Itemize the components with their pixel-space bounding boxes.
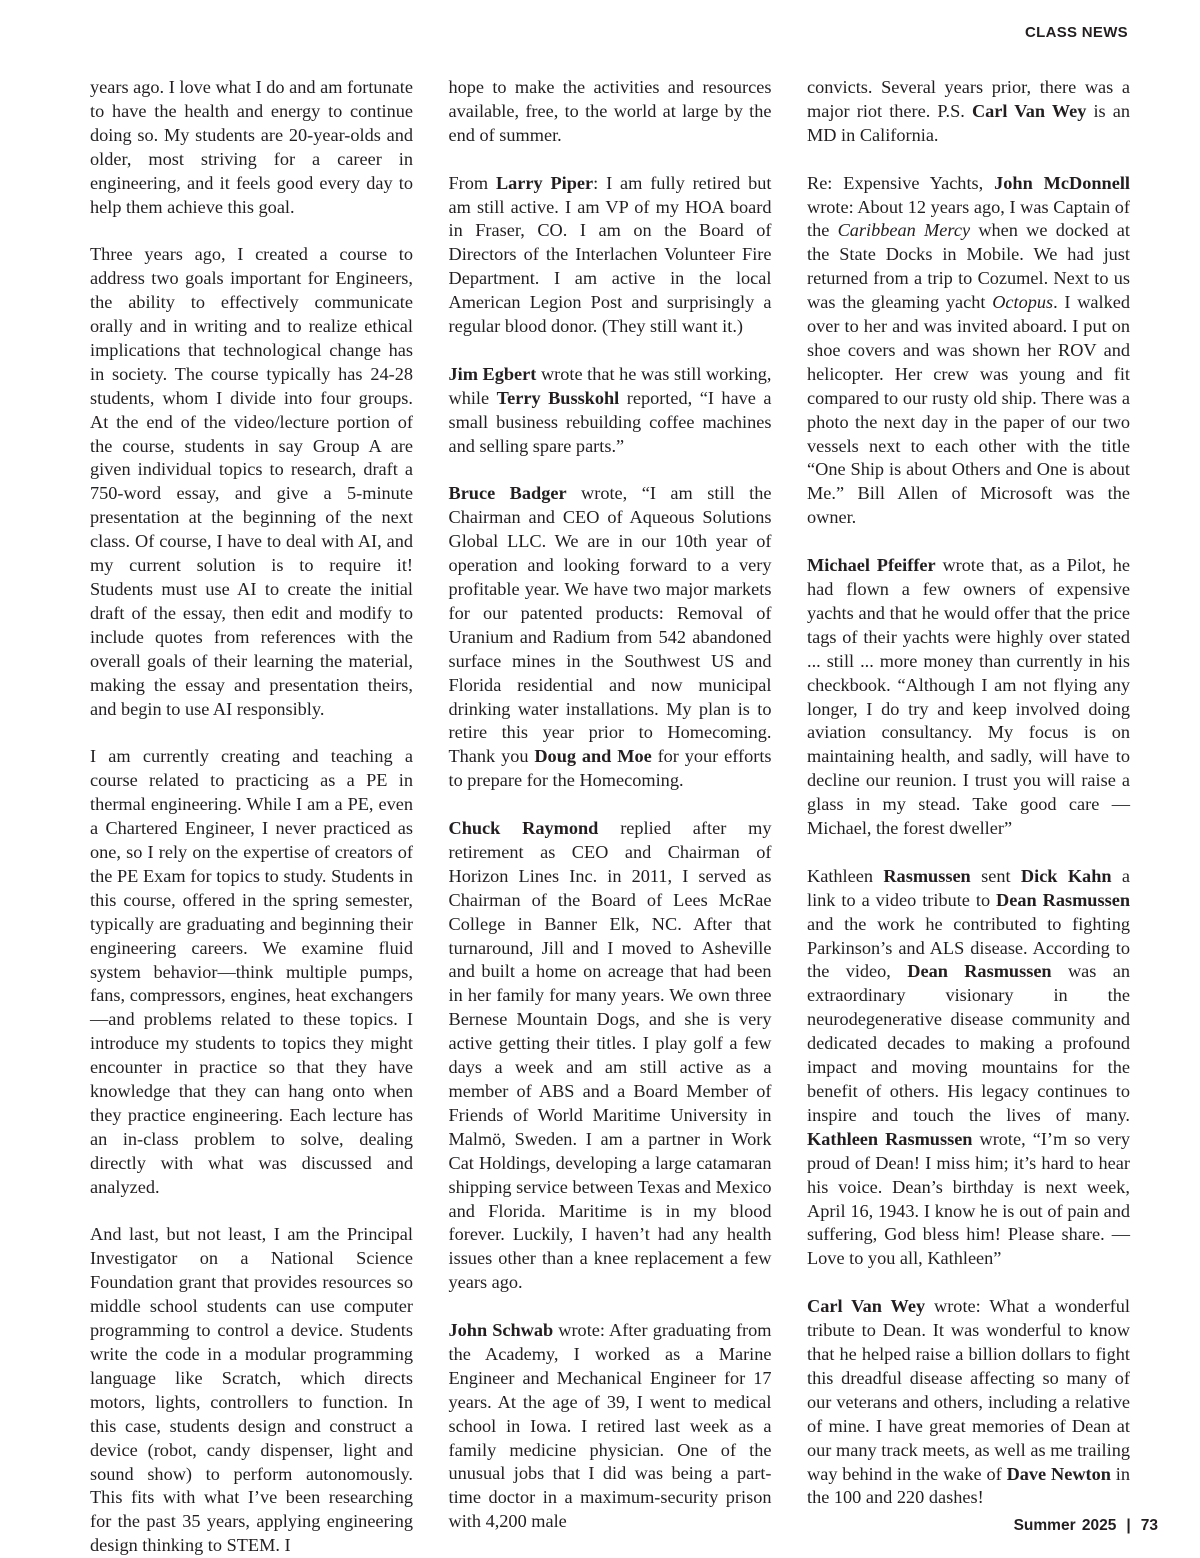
text-run: wrote: About 12 years ago, I was Captain of the	[807, 196, 1130, 241]
paragraph: hope to make the activities and resources available, free, to the world at large by the end of summer.	[448, 77, 772, 145]
person-name: Michael Pfeiffer	[807, 555, 936, 576]
column-3	[807, 76, 1130, 1558]
ship-name: Octopus	[992, 292, 1054, 313]
text-run: Kathleen	[807, 865, 884, 886]
article-columns	[90, 76, 1130, 1558]
paragraph	[807, 1295, 1130, 1510]
person-name: Bruce Badger	[448, 483, 567, 504]
paragraph	[807, 172, 1130, 531]
person-name: Dick Kahn	[1020, 865, 1112, 886]
paragraph: years ago. I love what I do and am fortunate to have the health and energy to continue doing so. My students are 20-year-olds and older, most striving for a career in engineering, and it feels good every day to help them achieve this goal.	[90, 77, 413, 217]
paragraph	[449, 172, 772, 339]
text-run: Re: Expensive Yachts,	[807, 172, 995, 193]
person-name: Carl Van Wey	[807, 1296, 926, 1317]
text-run: and the work he contributed to fighting Parkinson’s and ALS disease. According to the video,	[807, 913, 1130, 982]
person-name: Doug and Moe	[534, 746, 652, 767]
text-run: . I walked over to her and was invited aboard. I put on shoe covers and was shown her ROV and helicopter. Her crew was young and fit compared to our rusty old ship. There was a photo the next day in the paper of our two vessels next to each other with the title “One Ship is about Others and One is about Me.” Bill Allen of Microsoft was the owner.	[807, 292, 1130, 528]
text-run: wrote: What a wonderful tribute to Dean. It was wonderful to know that he helped raise a billion dollars to fight this dreadful disease affecting so many of our veterans and others, including a relative of mine. I have great memories of Dean at our many track meets, as well as me trailing way behind in the wake of	[807, 1296, 1131, 1484]
text-run: when we docked at the State Docks in Mobile. We had just returned from a trip to Cozumel. Next to us was the gleaming yacht	[807, 220, 1130, 313]
text-run: replied after my retirement as CEO and Chairman of Horizon Lines Inc. in 2011, I served as Chairman of the Board of Lees McRae College in Banner Elk, NC. After that turnaround, Jill and I moved to Asheville and built a home on acreage that had been in her family for many years. We own three Bernese Mountain Dogs, and she is very active getting their titles. I play golf a few days a week and am still active as a member of ABS and a Board Member of Friends of World Maritime University in Malmö, Sweden. I am a partner in Work Cat Holdings, developing a large catamaran shipping service between Texas and Mexico and Florida. Maritime is in my blood forever. Luckily, I haven’t had any health issues other than a knee replacement a few years ago.	[448, 818, 772, 1293]
paragraph	[449, 1319, 772, 1534]
text-run: in the 100 and 220 dashes!	[807, 1463, 1130, 1508]
text-run: wrote, “I’m so very proud of Dean! I miss him; it’s hard to hear his voice. Dean’s birthday is next week, April 16, 1943. I know he is out of pain and suffering, God bless him! Please share. —Love to you all, Kathleen”	[807, 1128, 1130, 1269]
person-name: Kathleen Rasmussen	[807, 1128, 973, 1149]
text-run: was an extraordinary visionary in the neurodegenerative disease community and dedicated decades to making a profound impact and moving mountains for the benefit of others. His legacy continues to inspire and touch the lives of many.	[807, 961, 1131, 1125]
person-name: Larry Piper	[495, 172, 594, 193]
person-name: Dean Rasmussen	[996, 889, 1130, 910]
person-name: John McDonnell	[994, 172, 1130, 193]
paragraph: And last, but not least, I am the Principal Investigator on a National Science Foundation grant that provides resources so middle school students can use computer programming to control a device. Students write the code in a modular programming language like Scratch, which directs motors, lights, controllers to function. In this case, students design and construct a device (robot, candy dispenser, light and sound show) to perform autonomously. This fits with what I’ve been researching for the past 35 years, applying engineering design thinking to STEM. I	[90, 1224, 413, 1556]
paragraph	[807, 865, 1130, 1271]
text-run: wrote: After graduating from the Academy, I worked as a Marine Engineer and Mechanical Engineer for 17 years. At the age of 39, I went to medical school in Iowa. I retired last week as a family medicine physician. One of the unusual jobs that I did was being a part-time doctor in a maximum-security prison with 4,200 male	[448, 1320, 772, 1532]
column-2	[449, 76, 772, 1558]
footer-separator: |	[1126, 1517, 1131, 1534]
paragraph	[807, 554, 1130, 841]
paragraph	[449, 363, 772, 459]
text-run: : I am fully retired but am still active. I am VP of my HOA board in Fraser, CO. I am on the Board of Directors of the Interlachen Volunteer Fire Department. I am active in the local American Legion Post and surprisingly a regular blood donor. (They still want it.)	[448, 172, 772, 337]
text-run: a link to a video tribute to	[807, 865, 1131, 910]
page-number: 73	[1140, 1517, 1158, 1534]
person-name: Dave Newton	[1006, 1463, 1111, 1484]
issue-label: Summer 2025	[1013, 1517, 1117, 1534]
text-run: sent	[970, 865, 1021, 886]
person-name: Rasmussen	[883, 865, 971, 886]
text-run: reported, “I have a small business rebuilding coffee machines and selling spare parts.”	[448, 387, 772, 456]
section-header: CLASS NEWS	[1024, 24, 1128, 41]
text-run: wrote that, as a Pilot, he had flown a few owners of expensive yachts and that he would offer that the price tags of their yachts were highly over stated ... still ... more money than currently in his checkbook. “Although I am not flying any longer, I do try and keep involved doing aviation consultancy. My focus is on maintaining health, and sadly, will have to decline our reunion. I trust you will raise a glass in my stead. Take good care —Michael, the forest dweller”	[807, 555, 1130, 839]
page-footer	[1014, 1517, 1158, 1535]
person-name: Dean Rasmussen	[907, 961, 1052, 982]
paragraph	[807, 76, 1130, 148]
person-name: Jim Egbert	[448, 363, 537, 384]
text-run: convicts. Several years prior, there was a major riot there. P.S.	[807, 77, 1130, 121]
text-run: From	[448, 172, 496, 193]
person-name: Carl Van Wey	[971, 100, 1087, 121]
person-name: Terry Busskohl	[496, 387, 620, 408]
ship-name: Caribbean Mercy	[837, 220, 971, 241]
person-name: John Schwab	[448, 1320, 554, 1341]
paragraph	[449, 817, 772, 1295]
text-run: is an MD in California.	[807, 100, 1131, 145]
text-run: wrote that he was still working, while	[448, 363, 772, 408]
person-name: Chuck Raymond	[448, 818, 599, 839]
paragraph: I am currently creating and teaching a course related to practicing as a PE in thermal engineering. While I am a PE, even a Chartered Engineer, I never practiced as one, so I rely on the expertise of creators of the PE Exam for topics to study. Students in this course, offered in the spring semester, typically are graduating and beginning their engineering careers. We examine fluid system behavior—think multiple pumps, fans, compressors, engines, heat exchangers—and problems related to these topics. I introduce my students to topics they might encounter in practice so that they have knowledge that they can hang onto when they practice engineering. Each lecture has an in-class problem to solve, dealing directly with what was discussed and analyzed.	[90, 746, 413, 1197]
column-1	[90, 76, 413, 1558]
text-run: wrote, “I am still the Chairman and CEO of Aqueous Solutions Global LLC. We are in our 10th year of operation and looking forward to a very profitable year. We have two major markets for our patented products: Removal of Uranium and Radium from 542 abandoned surface mines in the Southwest US and Florida residential and now municipal drinking water installations. My plan is to retire this year prior to Homecoming. Thank you	[448, 483, 772, 767]
paragraph: Three years ago, I created a course to address two goals important for Engineers, the ability to effectively communicate orally and in writing and to realize ethical implications that technological change has in society. The course typically has 24-28 students, whom I divide into four groups. At the end of the video/lecture portion of the course, students in say Group A are given individual topics to research, draft a 750-word essay, and give a 5-minute presentation at the beginning of the next class. Of course, I have to deal with AI, and my current solution is to require it! Students must use AI to create the initial draft of the essay, then edit and modify to include quotes from references with the overall goals of their learning the material, making the essay and presentation theirs, and begin to use AI responsibly.	[90, 244, 413, 719]
paragraph	[449, 482, 772, 793]
text-run: for your efforts to prepare for the Homecoming.	[448, 746, 772, 791]
